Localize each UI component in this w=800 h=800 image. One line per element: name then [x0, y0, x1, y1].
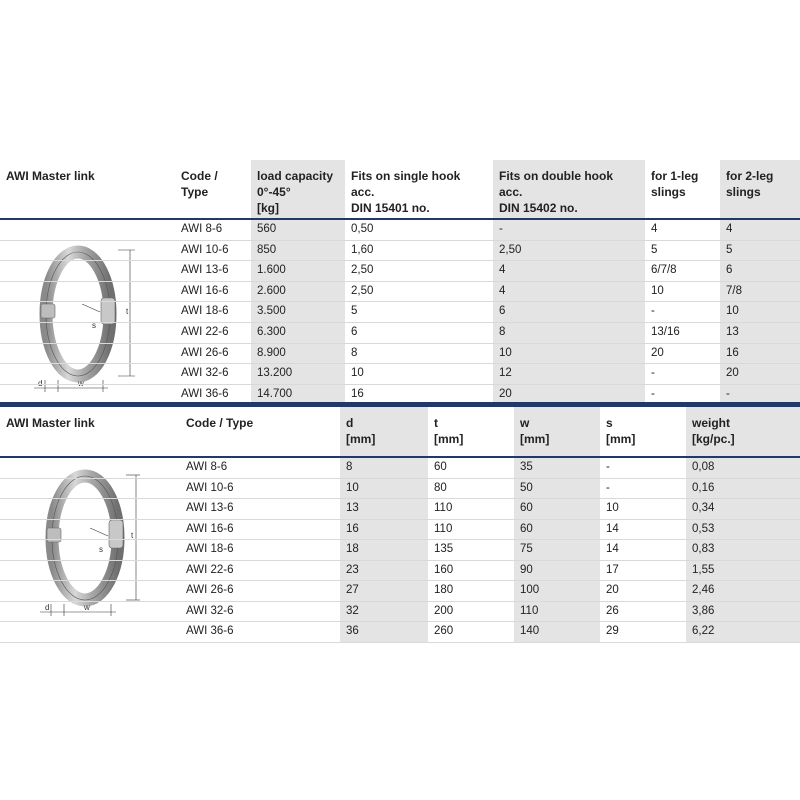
table-cell-t: 160: [434, 563, 454, 576]
table-row: [0, 261, 800, 282]
table-cell-w: 100: [514, 581, 600, 601]
table-cell-weight: 0,16: [686, 479, 800, 499]
table-body: [0, 220, 800, 405]
table-cell-single-hook: 2,50: [351, 284, 374, 297]
table-cell-d: 23: [340, 561, 428, 581]
table-cell-t: 80: [434, 481, 447, 494]
table-cell-t: 135: [434, 543, 454, 555]
table-cell-double-hook: -: [493, 220, 645, 240]
table-row: [0, 364, 800, 385]
table-cell-d: 10: [340, 479, 428, 499]
table-cell-w: 50: [514, 479, 600, 499]
header-d: d [mm]: [340, 407, 428, 456]
table-cell-code: AWI 16-6: [186, 522, 234, 535]
table-cell-code: AWI 13-6: [181, 264, 229, 277]
table-cell-weight: 0,83: [686, 540, 800, 560]
table-cell-double-hook: 4: [493, 261, 645, 281]
table-cell-code: AWI 22-6: [181, 325, 229, 338]
table-cell-code: AWI 8-6: [186, 461, 228, 473]
table-cell-double-hook: 6: [493, 302, 645, 322]
table-row: [0, 520, 800, 541]
table-cell-load-capacity: 6.300: [251, 323, 345, 343]
table-cell-two-leg: 5: [720, 241, 800, 261]
table-row: [0, 344, 800, 365]
table-cell-weight: 0,53: [686, 520, 800, 540]
table-cell-d: 8: [340, 458, 428, 478]
table-row: [0, 622, 800, 643]
label-w: w: [84, 603, 90, 612]
table-cell-two-leg: 6: [720, 261, 800, 281]
table-cell-code: AWI 36-6: [181, 387, 229, 400]
table-cell-weight: 2,46: [686, 581, 800, 601]
table-header: [0, 402, 800, 458]
table-cell-code: AWI 22-6: [186, 563, 234, 576]
table-cell-load-capacity: 14.700: [251, 385, 345, 405]
table-cell-two-leg: 16: [720, 344, 800, 364]
table-row: [0, 241, 800, 262]
table-cell-one-leg: 5: [651, 243, 658, 256]
table-cell-s: 10: [606, 502, 619, 514]
table-cell-double-hook: 4: [493, 282, 645, 302]
table-cell-d: 36: [340, 622, 428, 642]
table-cell-single-hook: 1,60: [351, 243, 374, 256]
table-cell-load-capacity: 3.500: [251, 302, 345, 322]
header-s: s [mm]: [606, 416, 636, 446]
table-cell-two-leg: -: [720, 385, 800, 405]
table-cell-s: 26: [606, 604, 619, 617]
table-cell-d: 27: [340, 581, 428, 601]
table-cell-w: 110: [514, 602, 600, 622]
table-cell-single-hook: 6: [351, 325, 358, 338]
label-d: d: [45, 603, 50, 612]
table-cell-one-leg: 6/7/8: [651, 264, 677, 277]
table-cell-single-hook: 16: [351, 387, 364, 400]
header-code-type: Code / Type: [186, 416, 254, 430]
table-cell-code: AWI 18-6: [181, 305, 229, 318]
table-row: [0, 602, 800, 623]
table-cell-t: 110: [434, 502, 453, 514]
table-cell-two-leg: 10: [720, 302, 800, 322]
table-cell-s: 14: [606, 543, 619, 555]
table-cell-t: 200: [434, 604, 454, 617]
table-row: [0, 323, 800, 344]
table-cell-d: 16: [340, 520, 428, 540]
header-t: t [mm]: [434, 416, 464, 446]
table-cell-w: 35: [514, 458, 600, 478]
header-2-leg: for 2-leg slings: [720, 160, 800, 218]
table-row: [0, 220, 800, 241]
table-cell-load-capacity: 1.600: [251, 261, 345, 281]
table-cell-code: AWI 10-6: [181, 243, 229, 256]
table-cell-code: AWI 36-6: [186, 625, 234, 637]
table-title: AWI Master link: [6, 169, 95, 183]
table-cell-w: 90: [514, 561, 600, 581]
table-title: AWI Master link: [6, 416, 95, 430]
table-cell-code: AWI 16-6: [181, 284, 229, 297]
table-body: [0, 458, 800, 643]
table-row: [0, 581, 800, 602]
table-cell-s: 20: [606, 584, 619, 596]
label-t: t: [126, 307, 129, 316]
table-cell-code: AWI 32-6: [186, 604, 234, 617]
table-cell-double-hook: 12: [493, 364, 645, 384]
table-cell-weight: 1,55: [686, 561, 800, 581]
table-cell-two-leg: 7/8: [720, 282, 800, 302]
table-cell-one-leg: 20: [651, 346, 664, 359]
header-single-hook: Fits on single hook acc. DIN 15401 no.: [351, 169, 461, 215]
table-cell-code: AWI 13-6: [186, 502, 234, 514]
table-cell-code: AWI 18-6: [186, 543, 234, 555]
header-w: w [mm]: [514, 407, 600, 456]
header-weight: weight [kg/pc.]: [686, 407, 800, 456]
table-cell-one-leg: 10: [651, 284, 664, 297]
table-cell-double-hook: 8: [493, 323, 645, 343]
table-cell-load-capacity: 8.900: [251, 344, 345, 364]
table-row: [0, 302, 800, 323]
table-cell-t: 260: [434, 625, 454, 637]
table-cell-load-capacity: 13.200: [251, 364, 345, 384]
table-cell-two-leg: 4: [720, 220, 800, 240]
table-cell-w: 60: [514, 520, 600, 540]
table-cell-w: 75: [514, 540, 600, 560]
table-load-capacity: [0, 160, 800, 400]
table-cell-code: AWI 26-6: [186, 584, 234, 596]
table-cell-two-leg: 13: [720, 323, 800, 343]
table-cell-s: -: [606, 461, 610, 473]
table-cell-d: 13: [340, 499, 428, 519]
table-cell-one-leg: 4: [651, 223, 658, 235]
table-row: [0, 499, 800, 520]
table-cell-single-hook: 8: [351, 346, 358, 359]
table-cell-code: AWI 32-6: [181, 367, 229, 380]
label-s: s: [92, 321, 96, 330]
table-cell-two-leg: 20: [720, 364, 800, 384]
header-1-leg: for 1-leg slings: [651, 169, 699, 199]
table-cell-single-hook: 0,50: [351, 223, 374, 235]
table-cell-t: 110: [434, 522, 453, 535]
label-s: s: [99, 545, 103, 554]
table-cell-w: 140: [514, 622, 600, 642]
table-row: [0, 458, 800, 479]
table-cell-single-hook: 10: [351, 367, 364, 380]
table-cell-code: AWI 10-6: [186, 481, 234, 494]
table-header: [0, 160, 800, 220]
table-cell-load-capacity: 850: [251, 241, 345, 261]
table-cell-one-leg: -: [651, 387, 655, 400]
table-cell-load-capacity: 560: [251, 220, 345, 240]
table-cell-weight: 0,34: [686, 499, 800, 519]
table-cell-double-hook: 20: [493, 385, 645, 405]
table-cell-code: AWI 26-6: [181, 346, 229, 359]
table-cell-s: 29: [606, 625, 619, 637]
table-row: [0, 479, 800, 500]
table-row: [0, 561, 800, 582]
table-cell-t: 60: [434, 461, 447, 473]
table-cell-s: 17: [606, 563, 619, 576]
table-cell-double-hook: 10: [493, 344, 645, 364]
header-double-hook: Fits on double hook acc. DIN 15402 no.: [493, 160, 645, 218]
table-cell-weight: 3,86: [686, 602, 800, 622]
table-cell-single-hook: 2,50: [351, 264, 374, 277]
table-cell-w: 60: [514, 499, 600, 519]
header-code-type: Code / Type: [181, 169, 218, 199]
table-cell-one-leg: -: [651, 305, 655, 318]
table-cell-load-capacity: 2.600: [251, 282, 345, 302]
table-cell-d: 18: [340, 540, 428, 560]
table-dimensions: [0, 402, 800, 637]
label-w: w: [78, 379, 84, 388]
table-cell-weight: 0,08: [686, 458, 800, 478]
table-row: [0, 282, 800, 303]
table-cell-single-hook: 5: [351, 305, 358, 318]
table-cell-one-leg: 13/16: [651, 325, 680, 338]
table-cell-t: 180: [434, 584, 454, 596]
table-cell-code: AWI 8-6: [181, 223, 223, 235]
table-cell-d: 32: [340, 602, 428, 622]
table-cell-s: -: [606, 481, 610, 494]
table-cell-weight: 6,22: [686, 622, 800, 642]
label-d: d: [38, 379, 43, 388]
table-cell-s: 14: [606, 522, 619, 535]
table-row: [0, 540, 800, 561]
table-cell-double-hook: 2,50: [493, 241, 645, 261]
label-t: t: [131, 531, 134, 540]
table-cell-one-leg: -: [651, 367, 655, 380]
header-load-capacity: load capacity 0°-45° [kg]: [251, 160, 345, 218]
